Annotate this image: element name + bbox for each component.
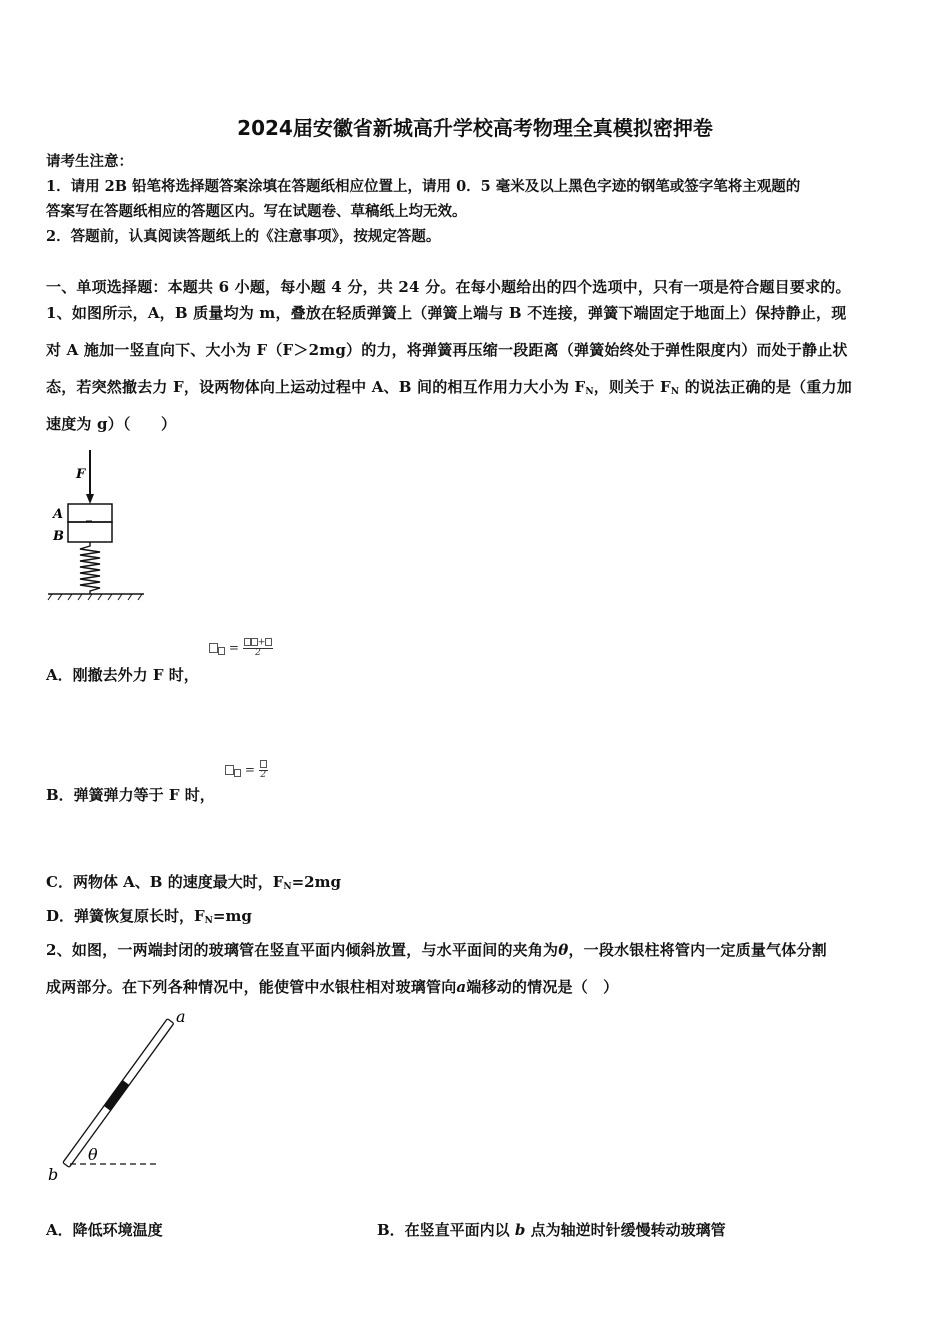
formula-fraction: $\frac{+}{2}$ [243,638,274,658]
q1-spring-figure [44,448,148,604]
q1-stem-line-3b: ，则关于 F [593,378,671,396]
option-d[interactable]: D．弹簧恢复原长时，$F_N=mg$ [46,907,252,926]
q2-stem-line-1: 2、如图，一两端封闭的玻璃管在竖直平面内倾斜放置，与水平面间的夹角为θ，一段水银柱将管内一定质量气体分割 [46,941,827,959]
subscript-n: N [585,387,594,397]
block-a [68,504,112,522]
end-a-letter: a [456,978,467,996]
q1-stem-line-3c: 的说法正确的是（重力加 [679,378,852,396]
notice-heading: 请考生注意： [46,153,133,170]
label-a: A [53,507,64,522]
section-heading: 一、单项选择题：本题共 6 小题，每小题 4 分，共 24 分。在每小题给出的四个选项中，只有一项是符合题目要求的。 [46,278,851,296]
label-end-b: b [48,1165,59,1184]
q2-option-a[interactable]: A．降低环境温度 [46,1221,163,1239]
option-a[interactable]: A．刚撤去外力 F 时， [46,666,199,684]
q1-stem-line-1: 1、如图所示，A，B 质量均为 m，叠放在轻质弹簧上（弹簧上端与 B 不连接，弹簧下端固定于地面上）保持静止，现 [46,304,847,322]
label-end-a: a [176,1007,186,1026]
label-theta: θ [88,1145,98,1164]
formula-fraction: 2 [259,760,268,780]
q1-stem-line-3a: 态，若突然撤去力 F，设两物体向上运动过程中 A、B 间的相互作用力大小为 F [46,378,586,396]
spring [80,542,100,594]
theta-symbol: θ [558,941,569,959]
option-c[interactable]: C．两物体 A、B 的速度最大时，$F_N=2mg$ [46,873,341,892]
q2-tube-figure [44,1006,204,1186]
mercury-column [104,1080,129,1111]
formula-equals: = [244,762,255,777]
notice-line-1b: 答案写在答题纸相应的答题区内。写在试题卷、草稿纸上均无效。 [46,203,467,220]
force-arrow-head [86,494,94,504]
page-title: 2024届安徽省新城高升学校高考物理全真模拟密押卷 [237,116,713,140]
option-a-formula [209,638,273,658]
q1-stem-line-3 [46,376,852,397]
subscript-n: N [670,387,680,397]
glass-tube [63,1019,174,1168]
force-label: F [76,467,86,482]
q1-stem-line-2: 对 A 施加一竖直向下、大小为 F（F＞2mg）的力，将弹簧再压缩一段距离（弹簧始终处于弹性限度内）而处于静止状 [46,341,848,359]
q2-stem-line-2: 成两部分。在下列各种情况中，能使管中水银柱相对玻璃管向a端移动的情况是（ ） [46,978,619,996]
q2-option-b[interactable]: B．在竖直平面内以 b 点为轴逆时针缓慢转动玻璃管 [377,1221,726,1239]
formula-equals: = [228,640,239,655]
option-b-formula [225,760,268,780]
ground-hatching [48,594,142,600]
label-b: B [53,529,64,544]
option-b[interactable]: B．弹簧弹力等于 F 时， [46,786,215,804]
notice-line-1a: 1．请用 2B 铅笔将选择题答案涂填在答题纸相应位置上，请用 0．5 毫米及以上黑色字迹的钢笔或签字笔将主观题的 [46,178,801,195]
block-b [68,522,112,542]
q1-stem-line-4: 速度为 g）（ ） [46,415,177,433]
notice-line-2: 2．答题前，认真阅读答题纸上的《注意事项》，按规定答题。 [46,228,441,245]
